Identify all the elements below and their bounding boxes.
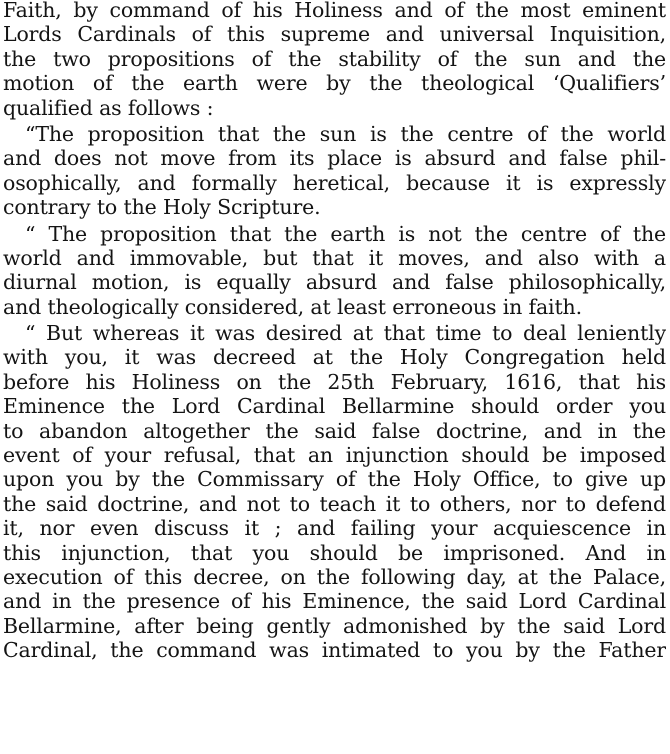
paragraph [3,222,666,320]
text-line: with you, it was decreed at the Holy Congregation held [3,345,666,370]
text-line: event of your refusal, that an injunction should be imposed [3,443,666,468]
text-line: to abandon altogether the said false doctrine, and in the [3,418,666,443]
text-line: Lords Cardinals of this supreme and universal Inquisition, [3,22,666,47]
text-line: Eminence the Lord Cardinal Bellarmine should order you [3,394,666,419]
document-body [3,0,666,663]
text-line: the two propositions of the stability of the sun and the [3,46,666,71]
text-line: contrary to the Holy Scripture. [3,195,321,220]
text-line: the said doctrine, and not to teach it to others, nor to defend [3,491,666,516]
paragraph [3,0,666,120]
text-line: execution of this decree, on the following day, at the Palace, [3,564,666,589]
text-line: motion of the earth were by the theological ‘Qualifiers’ [3,71,666,96]
paragraph [3,122,666,220]
text-line: and does not move from its place is absurd and false phil- [3,146,666,171]
text-line: world and immovable, but that it moves, and also with a [3,245,666,270]
text-line: this injunction, that you should be imprisoned. And in [3,540,666,565]
paragraph [3,321,666,662]
text-line: and theologically considered, at least erroneous in faith. [3,294,582,319]
text-line: “ The proposition that the earth is not the centre of the [25,221,666,246]
text-line: Cardinal, the command was intimated to you by the Father [3,638,666,663]
text-line: upon you by the Commissary of the Holy Office, to give up [3,467,666,492]
text-line: it, nor even discuss it ; and failing your acquiescence in [3,516,666,541]
text-line: osophically, and formally heretical, because it is expressly [3,170,666,195]
text-line: “The proposition that the sun is the centre of the world [25,121,666,146]
text-line: qualified as follows : [3,95,214,120]
text-line: and in the presence of his Eminence, the said Lord Cardinal [3,589,666,614]
text-line: “ But whereas it was desired at that time to deal leniently [25,321,666,346]
text-line: before his Holiness on the 25th February, 1616, that his [3,369,666,394]
text-line: Faith, by command of his Holiness and of the most eminent [3,0,666,22]
text-line: diurnal motion, is equally absurd and false philosophically, [3,270,666,295]
text-line: Bellarmine, after being gently admonished by the said Lord [3,613,666,638]
